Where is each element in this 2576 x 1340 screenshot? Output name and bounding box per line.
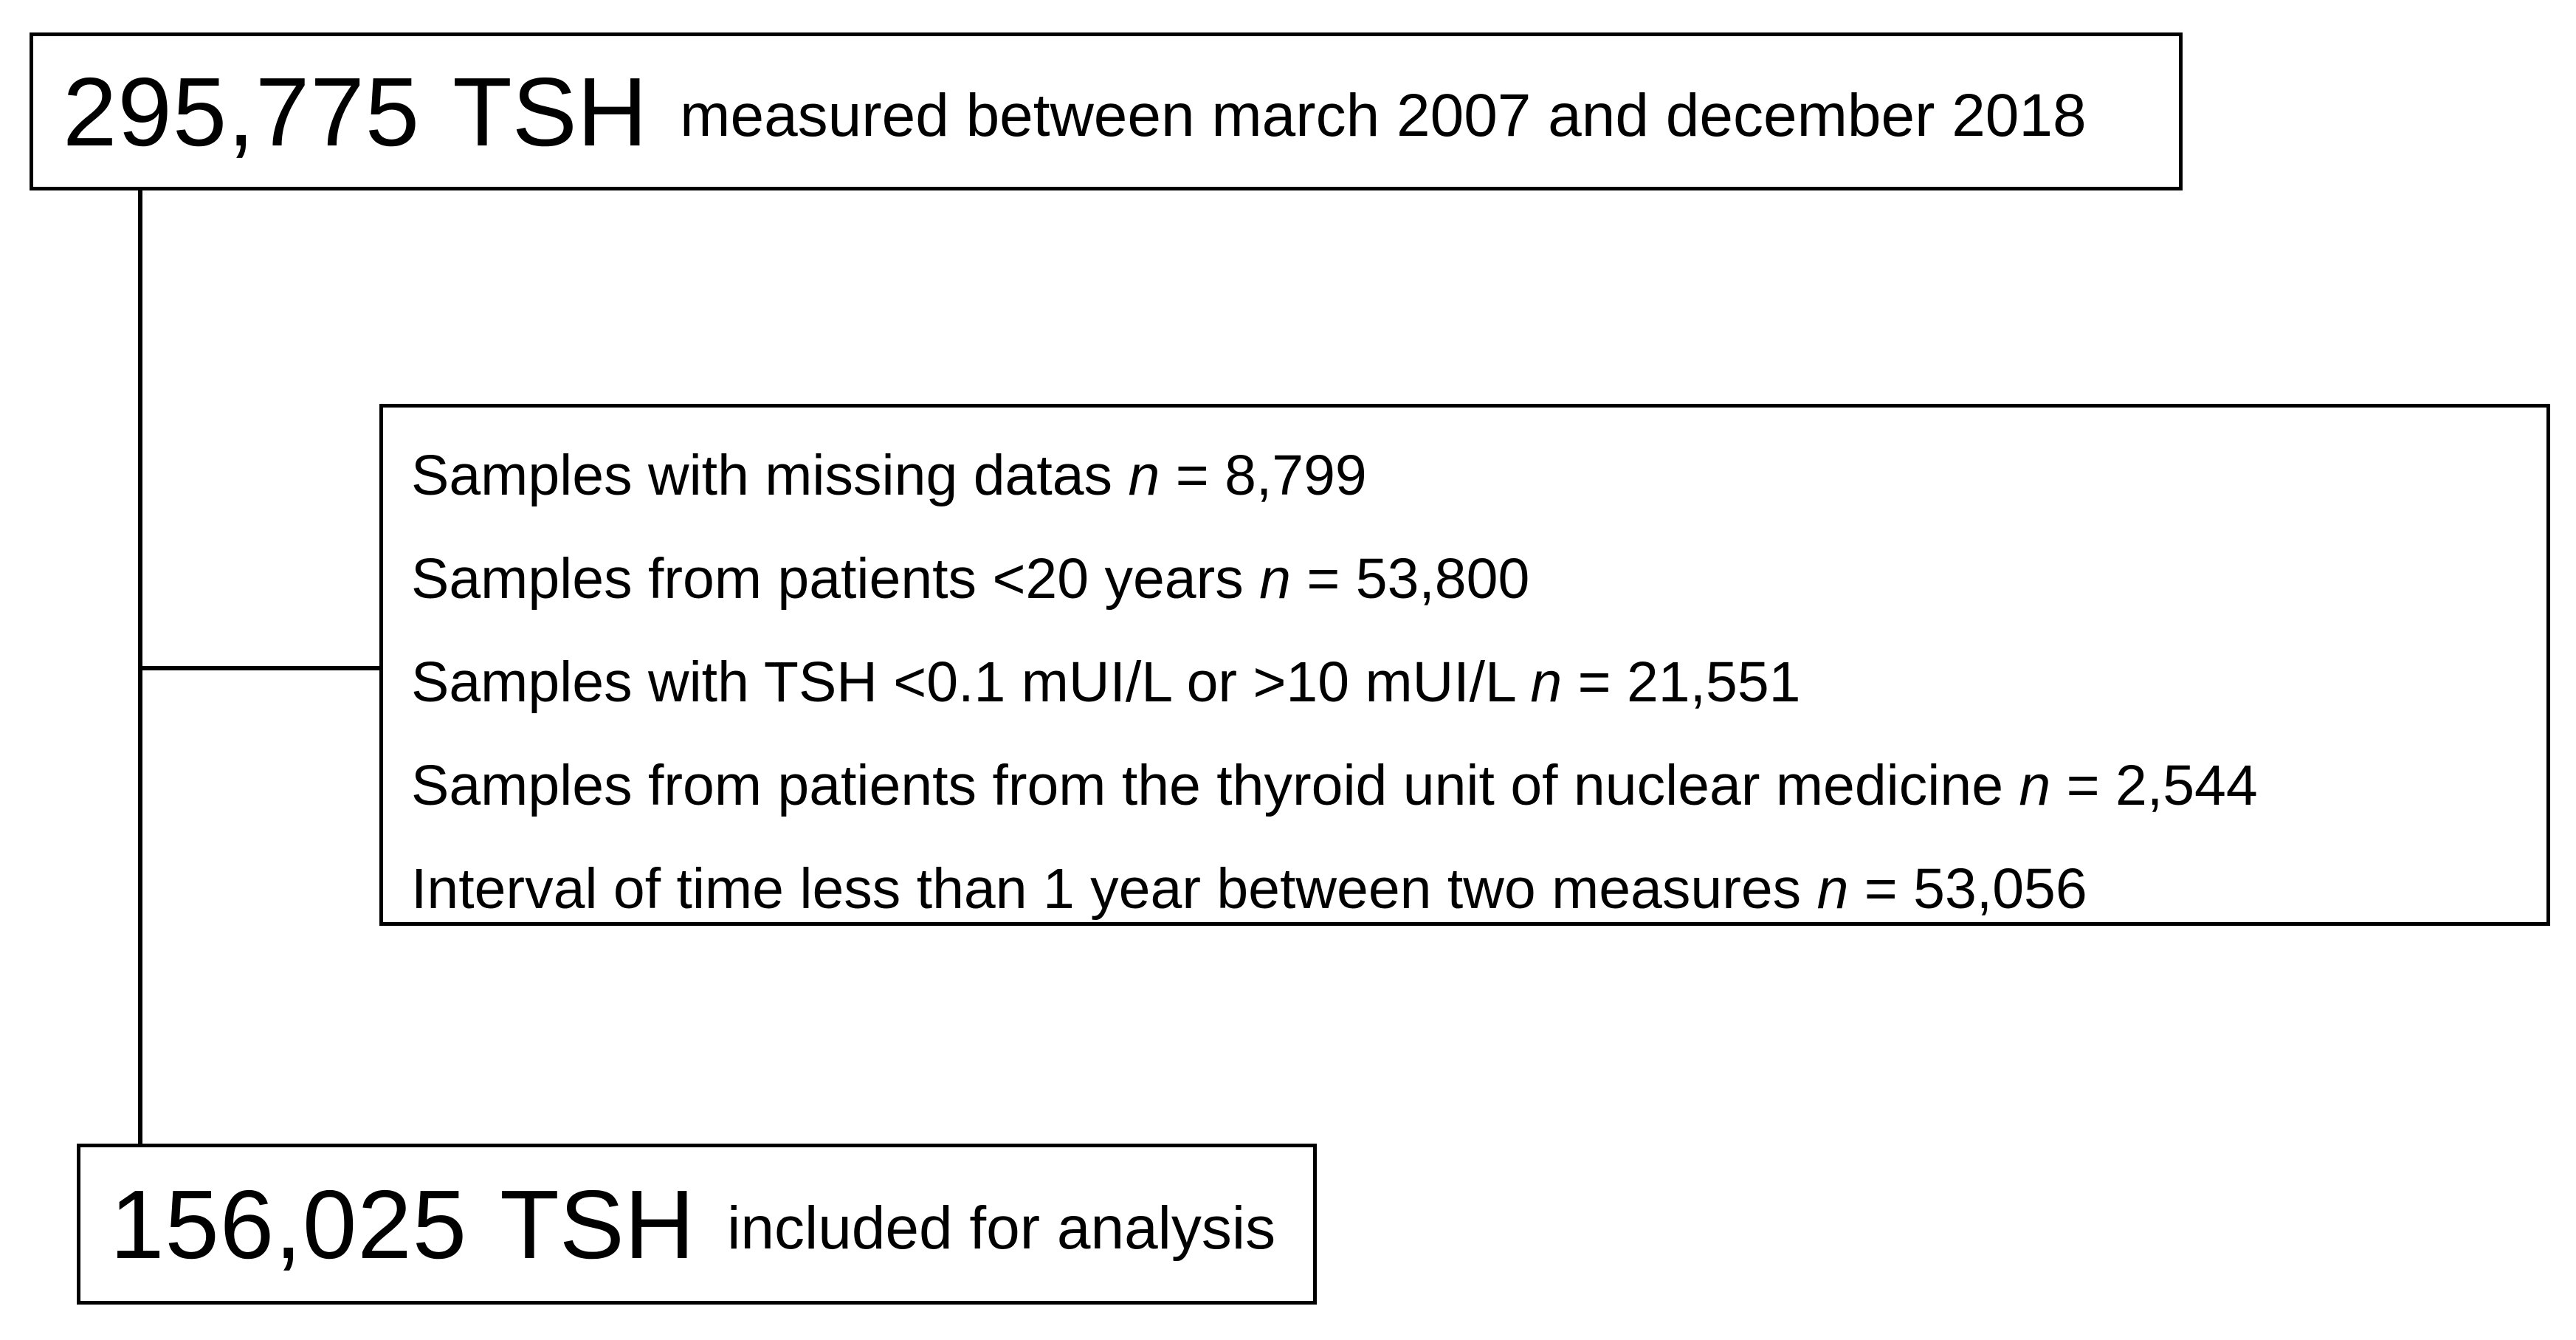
exclusion-item <box>411 424 2546 527</box>
exclusion-item-n-label: n <box>1259 547 1291 611</box>
final-count: 156,025 <box>110 1169 468 1279</box>
final-unit: TSH <box>500 1169 695 1279</box>
exclusion-item-n-value: = 2,544 <box>2066 754 2258 817</box>
exclusion-item-text: Samples with missing datas <box>411 444 1113 507</box>
exclusion-branch-connector <box>138 666 379 670</box>
exclusion-item-text: Interval of time less than 1 year between two measures <box>411 857 1802 921</box>
exclusion-item <box>411 631 2546 734</box>
exclusion-item-n-value: = 53,800 <box>1306 547 1530 611</box>
exclusion-item-n-label: n <box>1816 857 1849 921</box>
initial-sample-box <box>30 32 2183 190</box>
final-description: included for analysis <box>727 1195 1276 1262</box>
exclusion-item <box>411 527 2546 631</box>
initial-unit: TSH <box>452 57 648 166</box>
exclusion-item-text: Samples from patients from the thyroid unit of nuclear medicine <box>411 754 2004 817</box>
exclusion-item-n-label: n <box>1128 444 1160 507</box>
final-sample-box <box>77 1144 1317 1305</box>
initial-count: 295,775 <box>63 57 421 166</box>
exclusion-item-text: Samples from patients <20 years <box>411 547 1244 611</box>
exclusion-item-text: Samples with TSH <0.1 mUI/L or >10 mUI/L <box>411 650 1515 714</box>
exclusion-item-n-label: n <box>2019 754 2051 817</box>
exclusion-item <box>411 734 2546 837</box>
exclusion-criteria-box <box>379 404 2550 926</box>
exclusion-item-n-value: = 8,799 <box>1175 444 1367 507</box>
exclusion-item-n-value: = 53,056 <box>1864 857 2087 921</box>
initial-description: measured between march 2007 and december 2018 <box>680 82 2087 149</box>
exclusion-item-n-value: = 21,551 <box>1577 650 1801 714</box>
exclusion-item-n-label: n <box>1530 650 1563 714</box>
exclusion-item <box>411 837 2546 941</box>
